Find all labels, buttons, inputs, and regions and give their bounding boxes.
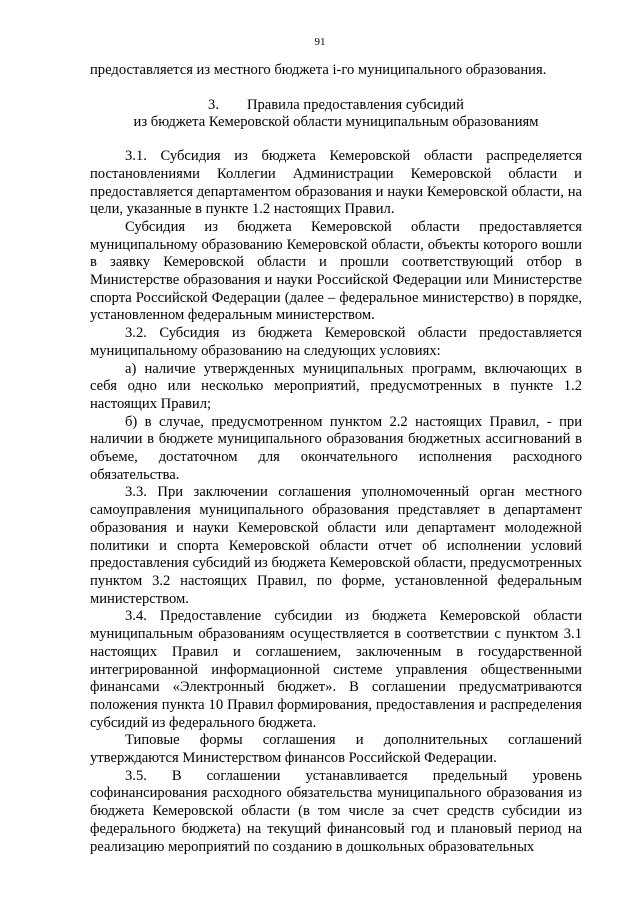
paragraph-3-4-cont: Типовые формы соглашения и дополнительных соглашений утверждаются Министерством финансов Российской Федерации.: [90, 732, 582, 767]
paragraph-3-2-a: а) наличие утвержденных муниципальных программ, включающих в себя одно или несколько мероприятий, предусмотренных в пункте 1.2 настоящих Правил;: [90, 360, 582, 412]
paragraph-3-1: 3.1. Субсидия из бюджета Кемеровской области распределяется постановлениями Коллегии Администрации Кемеровской области и предоставляется департаментом образования и науки Кемеровской области, на цели, указанные в пункте 1.2 настоящих Правил.: [90, 148, 582, 218]
paragraph-3-2: 3.2. Субсидия из бюджета Кемеровской области предоставляется муниципальному образованию на следующих условиях:: [90, 325, 582, 359]
document-body: [90, 62, 582, 856]
paragraph-3-1-cont: Субсидия из бюджета Кемеровской области предоставляется муниципальному образованию Кемеровской области, объекты которого вошли в заявку Кемеровской области и прошли соответствующий отбор в Министерстве образования и науки Российской Федерации или Министерстве спорта Российской Федерации (далее – федеральное министерство) в порядке, установленном федеральным министерством.: [90, 218, 582, 324]
section-heading: [90, 97, 582, 132]
page-number: 91: [314, 36, 326, 48]
paragraph-3-4: 3.4. Предоставление субсидии из бюджета Кемеровской области муниципальным образованиям осуществляется в соответствии с пунктом 3.1 настоящих Правил и соглашением, заключенным в государственной интегрированной информационной системе управления общественными финансами «Электронный бюджет». В соглашении предусматриваются положения пункта 10 Правил формирования, предоставления и распределения субсидий из федерального бюджета.: [90, 608, 582, 731]
paragraph-3-2-b: б) в случае, предусмотренном пунктом 2.2 настоящих Правил, - при наличии в бюджете муниципального образования бюджетных ассигнований в объеме, достаточном для окончательного исполнения расходного обязательства.: [90, 413, 582, 483]
paragraph-3-3: 3.3. При заключении соглашения уполномоченный орган местного самоуправления муниципального образования представляет в департамент образования и науки Кемеровской области или департамент молодежной политики и спорта Кемеровской области отчет об исполнении условий предоставления субсидий из бюджета Кемеровской области, предусмотренных пунктом 3.2 настоящих Правил, по форме, установленной федеральным министерством.: [90, 484, 582, 607]
lead-line: предоставляется из местного бюджета i-го муниципального образования.: [90, 62, 547, 78]
section-title-line1: Правила предоставления субсидий: [246, 96, 464, 113]
section-title-line2: из бюджета Кемеровской области муниципальным образованиям: [133, 114, 539, 131]
section-number: 3.: [208, 96, 219, 113]
paragraph-3-5: 3.5. В соглашении устанавливается предельный уровень софинансирования расходного обязательства муниципального образования из бюджета Кемеровской области (в том числе за счет средств субсидии из федерального бюджета) на текущий финансовый год и плановый период на реализацию мероприятий по созданию в дошкольных образовательных: [90, 767, 582, 855]
